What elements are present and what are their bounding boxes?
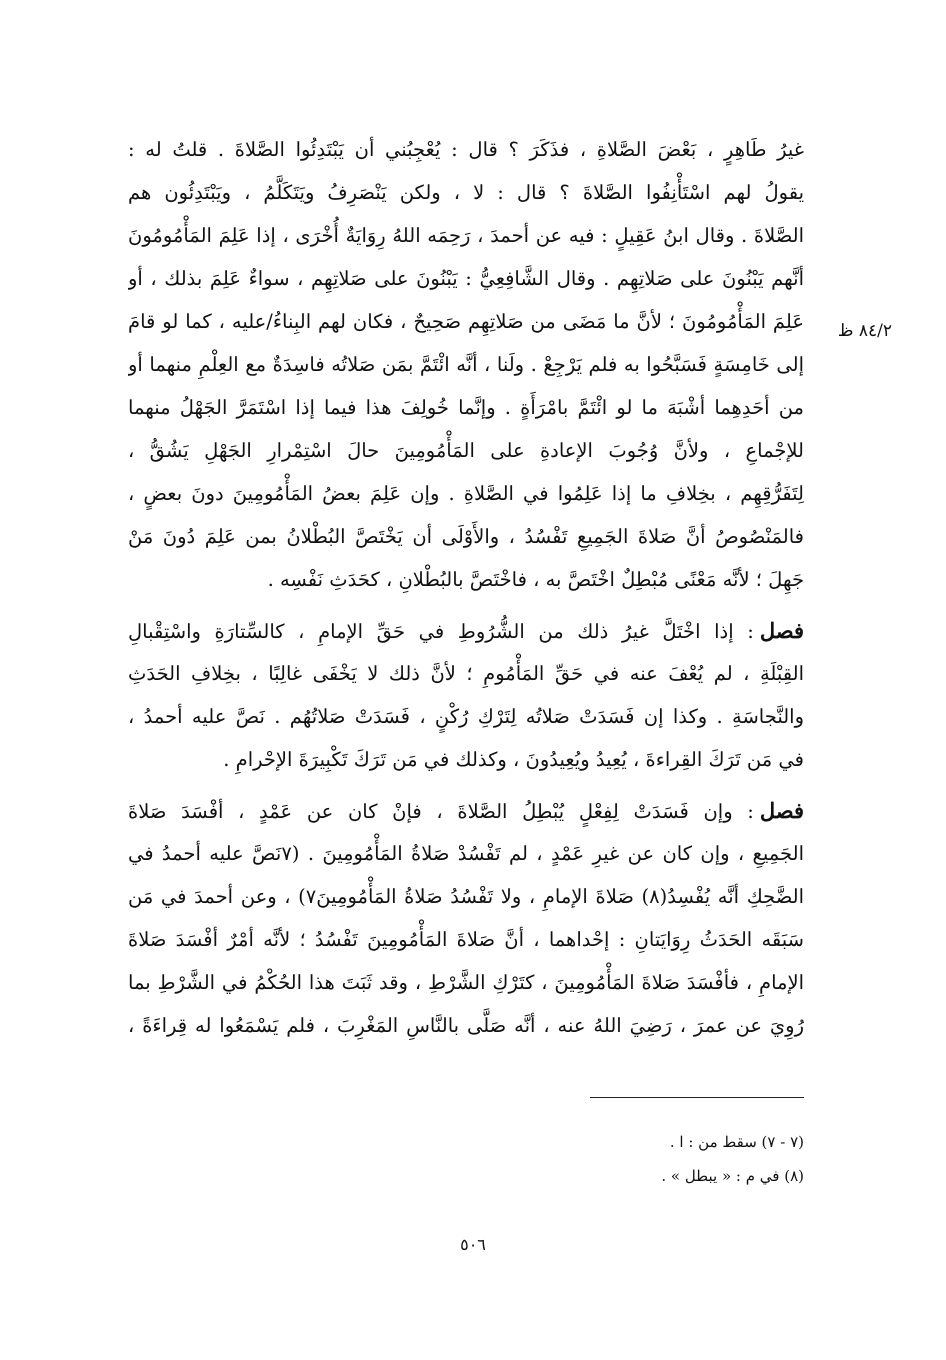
footnote-divider <box>590 1097 804 1098</box>
text-line: : وإن فَسَدَتْ لِفِعْلٍ يُبْطِلُ الصَّلاةَ ، فإنْ كان عن عَمْدٍ ، أفْسَدَ صَلاةَ <box>128 800 754 823</box>
footnote: (٧ - ٧) سقط من : ا . <box>669 1133 804 1151</box>
section-heading: فصل <box>759 798 804 823</box>
footnotes <box>500 1125 804 1193</box>
text-line: رُوِيَ عن عمرَ ، رَضِيَ اللهُ عنه ، أنَّه صَلَّى بالنَّاسِ المَغْرِبَ ، فلم يَسْمَعُوا له قِراءَةً ، <box>128 1014 804 1037</box>
text-line: والنَّجاسَةِ . وكذا إن فَسَدَتْ صَلاتُه لِتَرْكِ رُكْنٍ ، فَسَدَتْ صَلاتُهُم . نَصَّ عليه أحمدُ ، <box>128 705 804 728</box>
paragraph-1 <box>128 128 804 601</box>
text-line: الصَّلاةَ . وقال ابنُ عَقِيلٍ : فيه عن أحمدَ ، رَحِمَه اللهُ رِوَايَةٌ أُخْرَى ، إذا عَلِمَ المَأْمُومُونَ <box>128 224 804 247</box>
section-heading: فصل <box>759 618 804 643</box>
paragraph-3 <box>128 789 804 1047</box>
text-line-with-heading <box>128 609 804 652</box>
text-line: : إذا اخْتَلَّ غيرُ ذلك من الشُّرُوطِ في حَقِّ الإمامِ ، كالسِّتارَةِ واسْتِقْبالِ <box>128 620 754 643</box>
main-text-block <box>128 128 804 1055</box>
footnote: (٨) في م : « يبطل » . <box>661 1167 804 1185</box>
text-line: الجَمِيعِ ، وإن كان عن غيرِ عَمْدٍ ، لم تَفْسُدْ صَلاةُ المَأْمُومِينَ . (٧نَصَّ عليه أحمدُ في <box>128 842 804 865</box>
text-line: القِبْلَةِ ، لم يُعْفَ عنه في حَقِّ المَأْمُومِ ؛ لأنَّ ذلك لا يَخْفَى غالِبًا ، بخِلافِ الحَدَثِ <box>128 662 804 685</box>
text-line: عَلِمَ المَأْمُومُونَ ؛ لأنَّ ما مَضَى من صَلاتِهِم صَحِيحٌ ، فكان لهم البِناءُ/عليه ، كما لو قامَ <box>128 310 804 333</box>
paragraph-2 <box>128 609 804 781</box>
text-line: غيرُ طَاهِرٍ ، بَعْضَ الصَّلاةِ ، فذَكَرَ ؟ قال : يُعْجِبُني أن يَبْتَدِئُوا الصَّلاةَ . قلتُ له : <box>128 138 804 161</box>
text-line: سَبَقَه الحَدَثُ رِوَايَتانِ : إحْداهما ، أنَّ صَلاةَ المَأْمُومِينَ تَفْسُدُ ؛ لأنَّه أمْرٌ أفْسَدَ صَلاةَ <box>128 928 804 951</box>
text-line: جَهِلَ ؛ لأنَّه مَعْنًى مُبْطِلٌ اخْتَصَّ به ، فاخْتَصَّ بالبُطْلانِ ، كحَدَثِ نَفْسِه . <box>267 568 804 591</box>
text-line: للإجْماعِ ، ولأنَّ وُجُوبَ الإعادةِ على المَأْمُومِينَ حالَ اسْتِمْرارِ الجَهْلِ يَشُقُّ ، <box>128 439 804 462</box>
page-number: ٥٠٦ <box>460 1235 486 1254</box>
text-line: أنَّهم يَبْنُونَ على صَلاتِهِم . وقال الشَّافِعِيُّ : يَبْنُونَ على صَلاتِهِم ، سواءٌ عَلِمَ بذلك ، أو <box>128 267 804 290</box>
text-line-with-heading <box>128 789 804 832</box>
text-line: إلى خَامِسَةٍ فَسَبَّحُوا به فلم يَرْجِعْ . ولَنا ، أنَّه ائْتَمَّ بمَن صَلاتُه فاسِدَةٌ مع العِلْمِ منهما أو <box>128 353 804 376</box>
text-line: الضَّحِكِ أنَّه يُفْسِدُ(٨) صَلاةَ الإمامِ ، ولا تَفْسُدُ صَلاةُ المَأْمُومِينَ٧) ، وعن أحمدَ في مَن <box>128 885 804 908</box>
text-line: من أحَدِهِما أشْبَهَ ما لو ائْتَمَّ بامْرَأَةٍ . وإنَّما خُولِفَ هذا فيما إذا اسْتَمَرَّ الجَهْلُ منهما <box>128 396 804 419</box>
text-line: لِتَفَرُّقِهِم ، بخِلافِ ما إذا عَلِمُوا في الصَّلاةِ . وإن عَلِمَ بعضُ المَأْمُومِينَ دونَ بعضٍ ، <box>128 482 804 505</box>
margin-folio-reference: ٨٤/٢ ظ <box>837 321 892 341</box>
text-line: يقولُ لهم اسْتَأْنِفُوا الصَّلاةَ ؟ قال : لا ، ولكن يَنْصَرِفُ ويَتَكَلَّمُ ، ويَبْتَدِئُون هم <box>128 181 804 204</box>
text-line: في مَن تَرَكَ القِراءةَ ، يُعِيدُ ويُعِيدُونَ ، وكذلك في مَن تَرَكَ تَكْبِيرَةَ الإحْرامِ . <box>223 748 804 771</box>
text-line: الإمامِ ، فأفْسَدَ صَلاةَ المَأْمُومِينَ ، كتَرْكِ الشَّرْطِ ، وقد ثَبَتَ هذا الحُكْمُ في الشَّرْطِ بما <box>128 971 804 994</box>
text-line: فالمَنْصُوصُ أنَّ صَلاةَ الجَمِيعِ تَفْسُدُ ، والأَوْلَى أن يَخْتَصَّ البُطْلانُ بمن عَلِمَ دُونَ مَنْ <box>128 525 804 548</box>
